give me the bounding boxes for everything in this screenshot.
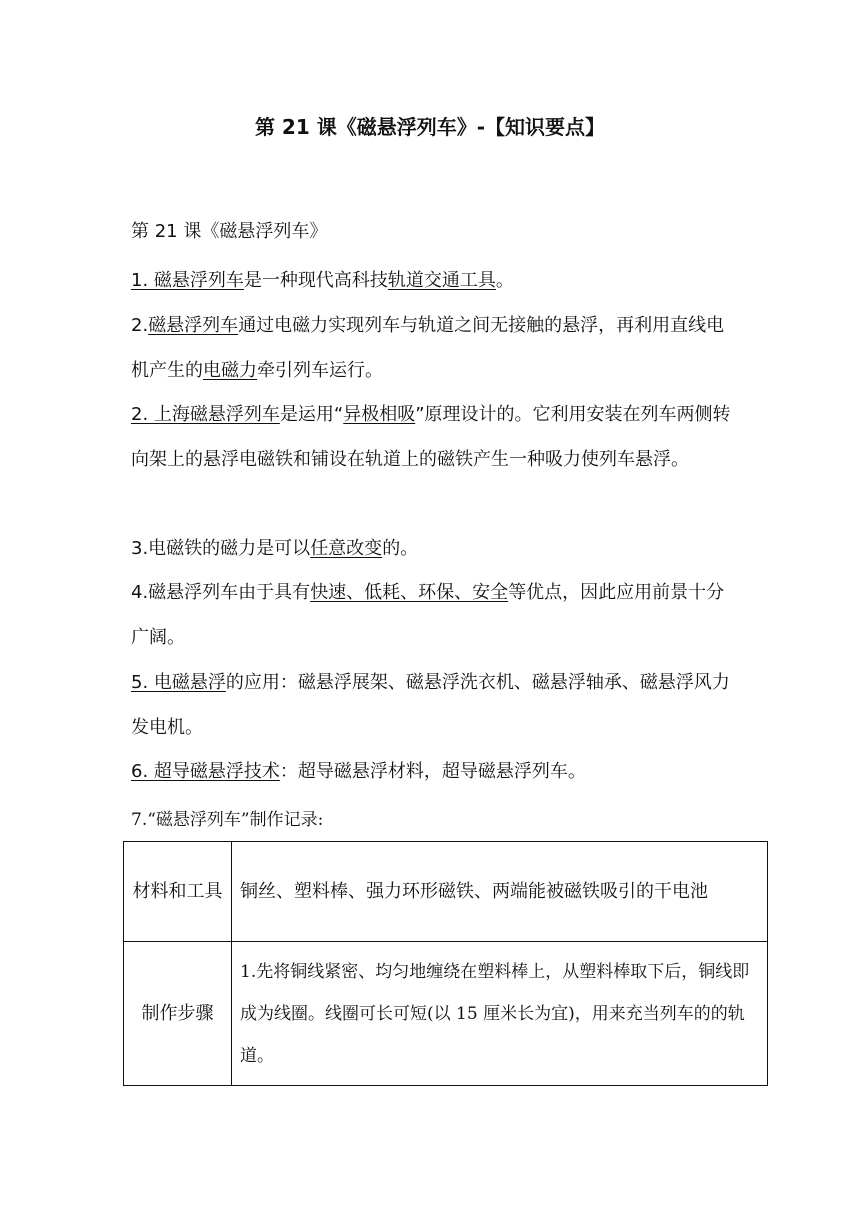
point-6 xyxy=(131,750,741,795)
point-7 xyxy=(131,798,741,843)
point-5 xyxy=(131,661,741,750)
point-4 xyxy=(131,571,741,660)
point-2b-rest: ”原理设计的。它利用安装在列车两侧转向架上的悬浮电磁铁和铺设在轨道上的磁铁产生一种吸力使列车悬浮。 xyxy=(131,404,731,470)
point-2-term: 磁悬浮列车 xyxy=(148,315,239,336)
steps-header-cell: 制作步骤 xyxy=(124,942,232,1086)
point-2b-keyword: 异极相吸 xyxy=(343,404,416,425)
point-5-term: 5. 电磁悬浮 xyxy=(131,672,226,693)
point-3-end: 的。 xyxy=(382,538,419,559)
point-2b xyxy=(131,393,741,482)
point-2-num: 2. xyxy=(131,315,149,336)
steps-content-cell: 1.先将铜线紧密、均匀地缠绕在塑料棒上，从塑料棒取下后，铜线即成为线圈。线圈可长可短(以 15 厘米长为宜)，用来充当列车的的轨道。 xyxy=(232,942,768,1086)
lesson-subtitle: 第 21 课《磁悬浮列车》 xyxy=(131,221,328,242)
point-3-text: 3.电磁铁的磁力是可以 xyxy=(131,538,311,559)
point-6-term: 6. 超导磁悬浮技术 xyxy=(131,761,280,782)
point-5-text: 的应用：磁悬浮展架、磁悬浮洗衣机、磁悬浮轴承、磁悬浮风力发电机。 xyxy=(131,672,730,738)
point-2-text: 通过电磁力实现列车与轨道之间无接触的悬浮，再利用直线电机产生的 xyxy=(131,315,725,381)
point-1-text: 是一种现代高科技 xyxy=(243,270,388,291)
materials-header-cell: 材料和工具 xyxy=(124,842,232,942)
point-3-keyword: 任意改变 xyxy=(310,538,383,559)
point-2-end: 牵引列车运行。 xyxy=(257,359,383,381)
point-1-keyword: 轨道交通工具 xyxy=(387,270,496,291)
point-1-term: 1. 磁悬浮列车 xyxy=(131,270,244,291)
materials-content-cell: 铜丝、塑料棒、强力环形磁铁、两端能被磁铁吸引的干电池 xyxy=(232,842,768,942)
point-3 xyxy=(131,527,741,572)
point-2b-text: 是运用 xyxy=(279,404,334,425)
point-6-text: ：超导磁悬浮材料，超导磁悬浮列车。 xyxy=(279,761,586,782)
point-2-keyword: 电磁力 xyxy=(203,359,257,381)
point-2b-quote-open: “ xyxy=(333,404,344,425)
point-2 xyxy=(131,304,741,393)
point-4-rest: 等优点，因此应用前景十分广阔。 xyxy=(131,582,725,648)
point-2b-term: 2. 上海磁悬浮列车 xyxy=(131,404,280,425)
point-7-text: 7.“磁悬浮列车”制作记录: xyxy=(131,810,324,830)
production-record-table xyxy=(123,841,768,1086)
page-title: 第 21 课《磁悬浮列车》-【知识要点】 xyxy=(254,115,606,139)
table-row xyxy=(124,942,768,1086)
point-4-keyword: 快速、低耗、环保、安全 xyxy=(310,582,509,603)
point-4-text: 4.磁悬浮列车由于具有 xyxy=(131,582,311,603)
point-1 xyxy=(131,259,741,304)
table-row xyxy=(124,842,768,942)
point-1-end: 。 xyxy=(495,270,514,291)
